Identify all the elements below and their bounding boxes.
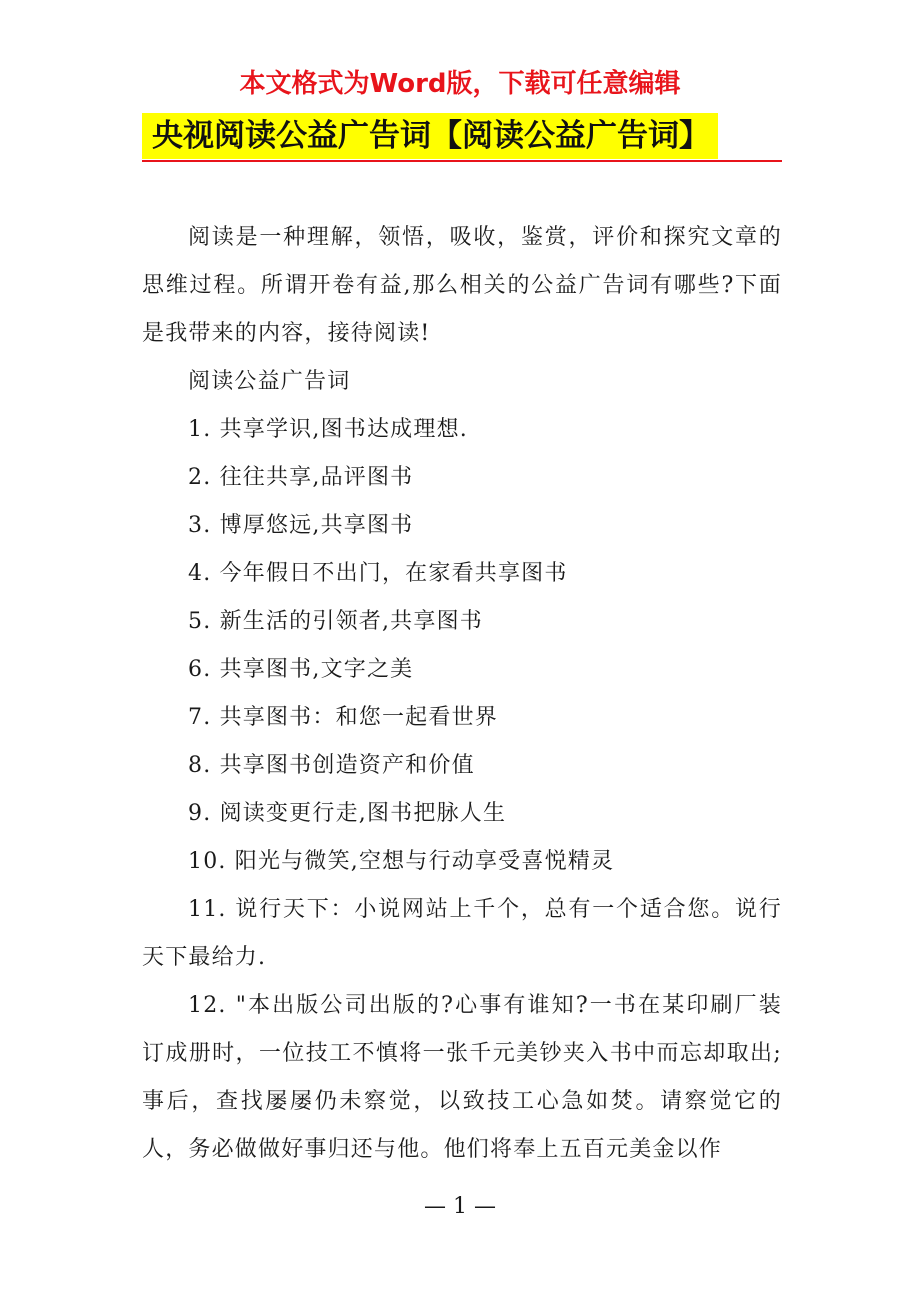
list-item: 4. 今年假日不出门，在家看共享图书 — [188, 561, 568, 586]
list-item: 3. 博厚悠远,共享图书 — [188, 513, 414, 538]
section-heading: 阅读公益广告词 — [188, 369, 351, 394]
format-notice-banner: 本文格式为Word版，下载可任意编辑 — [239, 69, 681, 99]
list-item: 5. 新生活的引领者,共享图书 — [188, 609, 483, 634]
document-title: 央视阅读公益广告词【阅读公益广告词】 — [142, 113, 718, 159]
page-number: — 1 — — [424, 1194, 496, 1219]
list-item: 10. 阳光与微笑,空想与行动享受喜悦精灵 — [188, 849, 615, 874]
title-block — [142, 112, 782, 162]
document-body — [142, 214, 782, 1174]
list-item: 7. 共享图书：和您一起看世界 — [188, 705, 498, 730]
list-item: 11. 说行天下：小说网站上千个，总有一个适合您。说行天下最给力. — [142, 897, 782, 970]
intro-paragraph: 阅读是一种理解，领悟，吸收，鉴赏，评价和探究文章的思维过程。所谓开卷有益,那么相关的公益广告词有哪些?下面是我带来的内容，接待阅读! — [142, 225, 782, 346]
list-item: 9. 阅读变更行走,图书把脉人生 — [188, 801, 507, 826]
list-item: 6. 共享图书,文字之美 — [188, 657, 414, 682]
list-item: 12. "本出版公司出版的?心事有谁知?一书在某印刷厂装订成册时，一位技工不慎将一张千元美钞夹入书中而忘却取出;事后，查找屡屡仍未察觉，以致技工心急如焚。请察觉它的人，务必做做好事归还与他。他们将奉上五百元美金以作 — [142, 993, 782, 1162]
list-item: 1. 共享学识,图书达成理想. — [188, 417, 468, 442]
list-item: 8. 共享图书创造资产和价值 — [188, 753, 475, 778]
list-item: 2. 往往共享,品评图书 — [188, 465, 414, 490]
